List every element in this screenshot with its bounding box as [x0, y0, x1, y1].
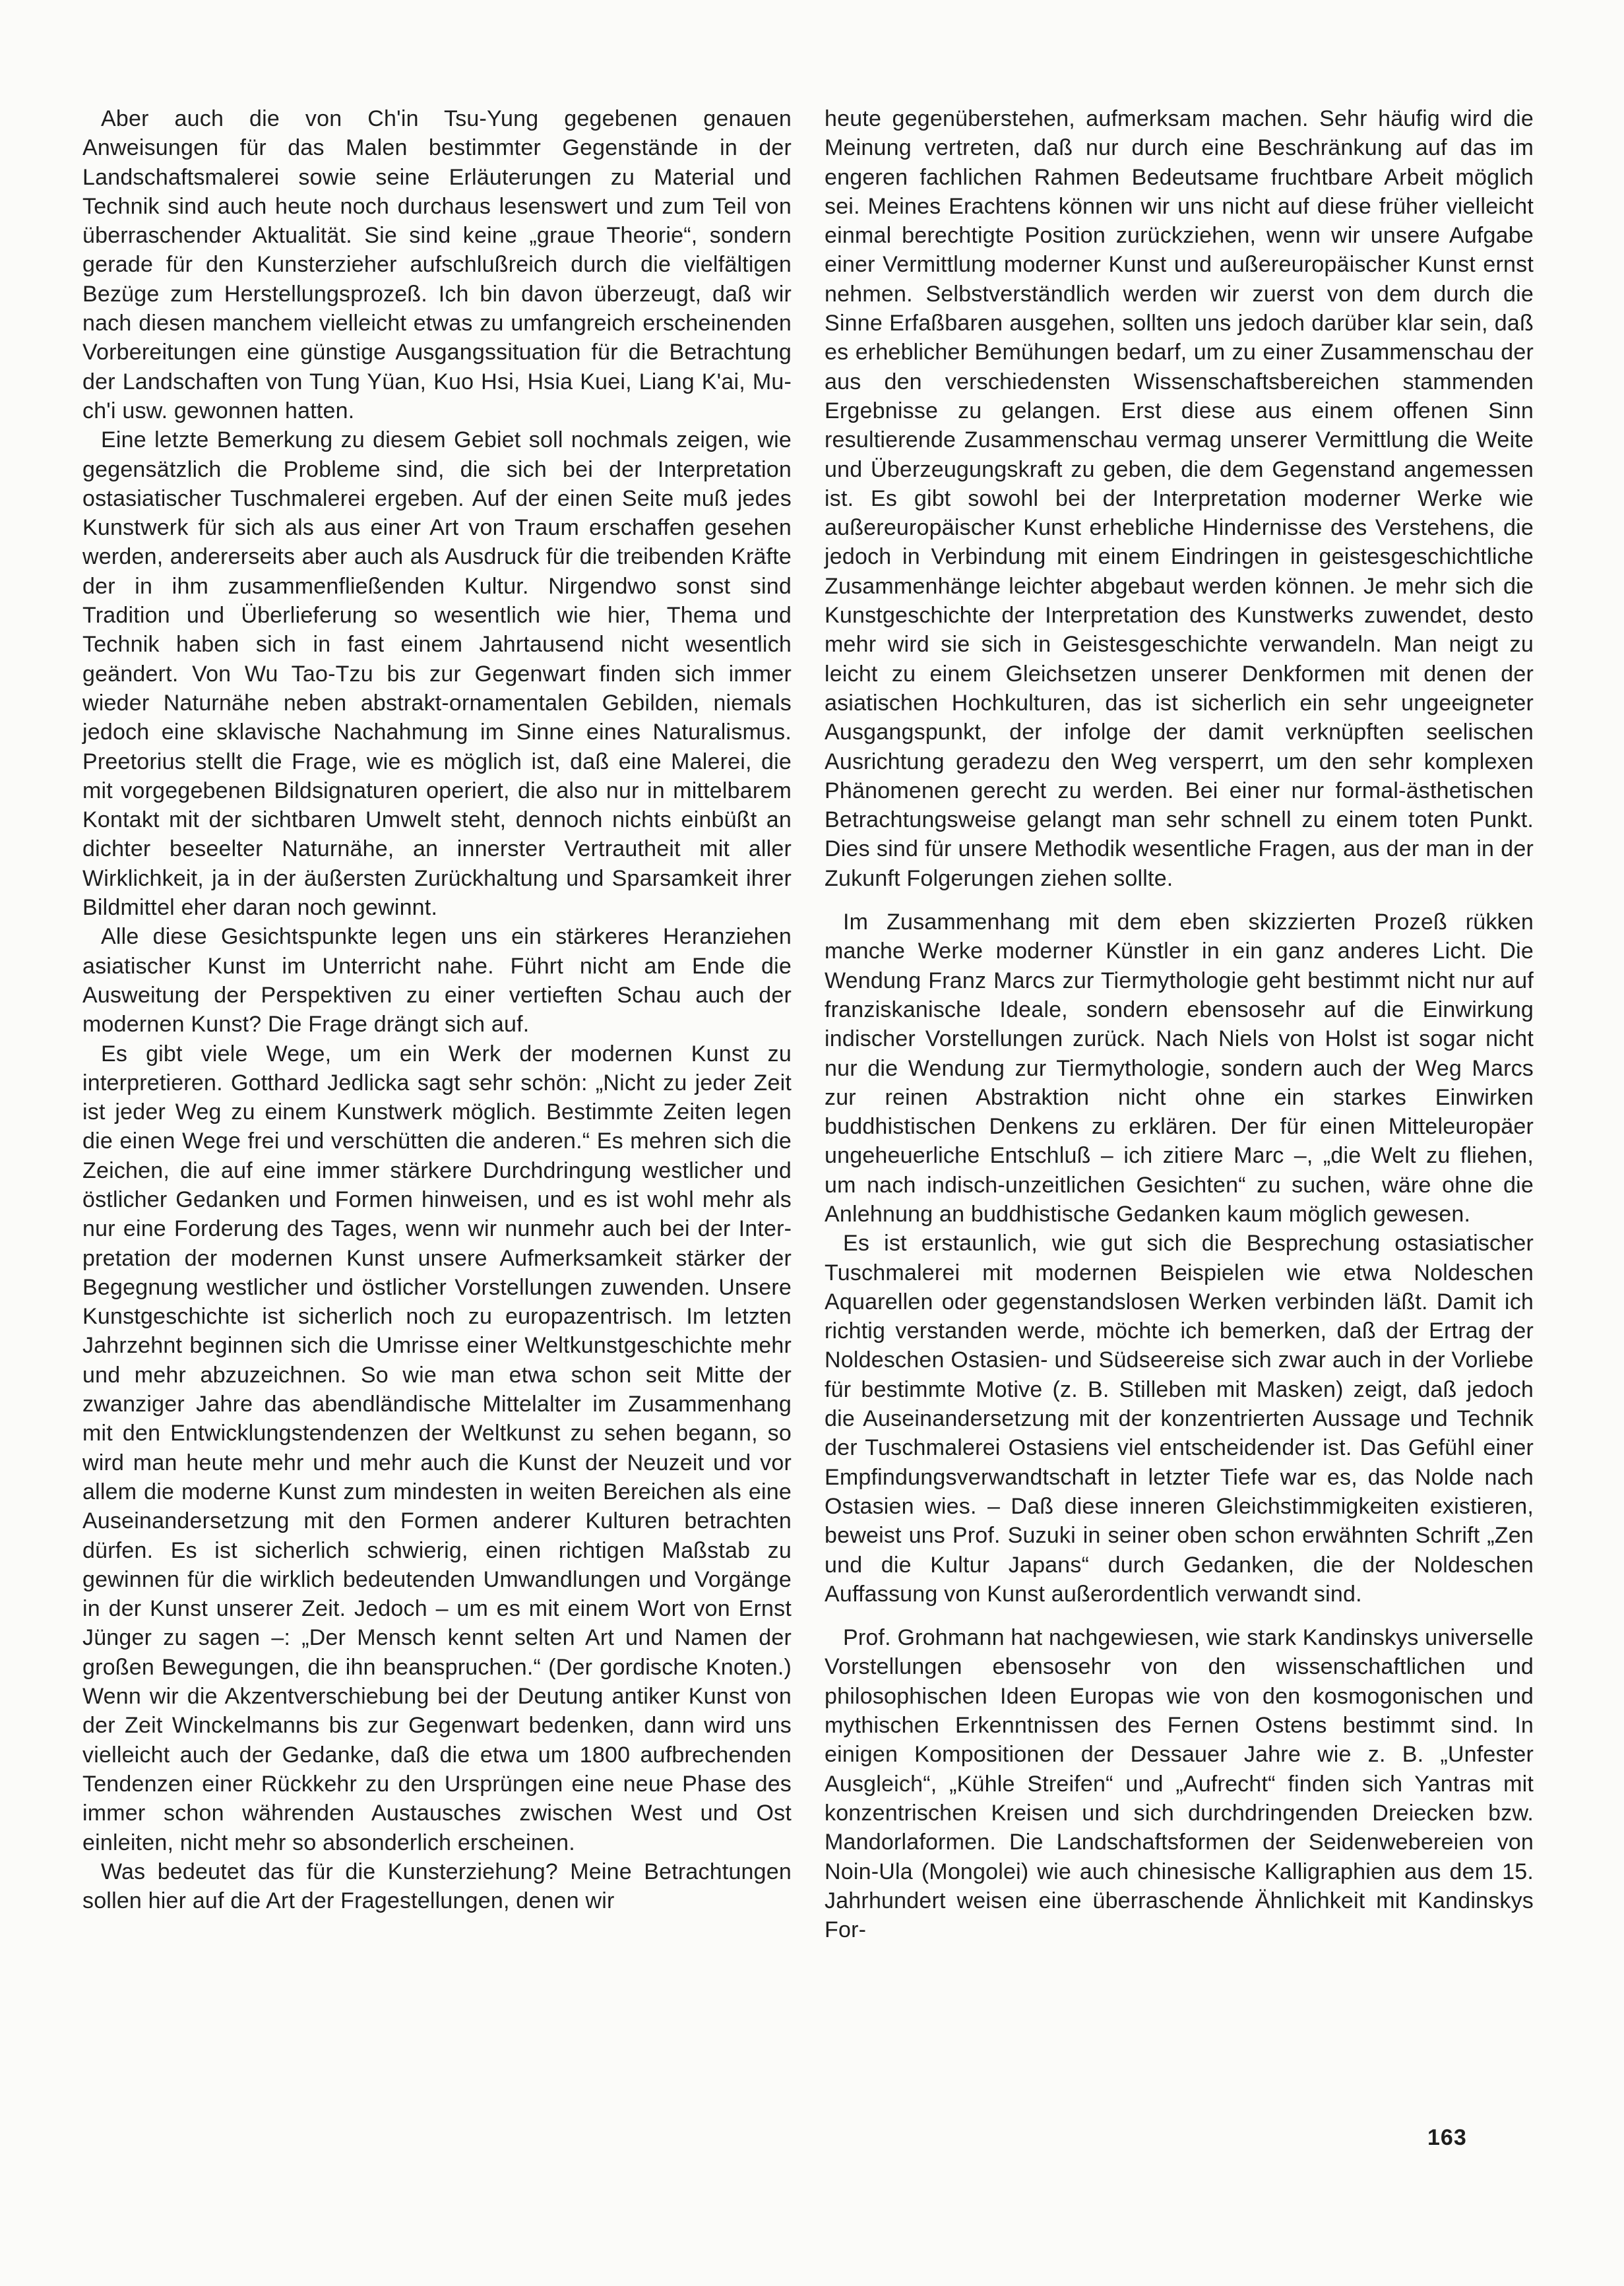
paragraph: Eine letzte Bemerkung zu diesem Gebiet soll nochmals zeigen, wie gegensätzlich die Probleme sind, die sich bei der Interpretation ostasiatischer Tuschmalerei ergeben. Auf der einen Seite muß jedes Kunstwerk für sich als aus einer Art von Traum erschaffen gesehen werden, andererseits aber auch als Ausdruck für die treibenden Kräfte der in ihm zusammenfließenden Kultur. Nirgendwo sonst sind Tradition und Überlieferung so wesentlich wie hier, Thema und Technik haben sich in fast einem Jahrtausend nicht wesentlich geändert. Von Wu Tao-Tzu bis zur Gegenwart finden sich immer wieder Naturnähe neben abstrakt-ornamentalen Gebilden, niemals jedoch eine sklavische Nachahmung im Sinne eines Naturalismus. Preetorius stellt die Frage, wie es möglich ist, daß eine Malerei, die mit vorgegebenen Bildsignaturen operiert, die also nur in mittelbarem Kontakt mit der sichtbaren Umwelt steht, dennoch nichts einbüßt an dichter beseelter Naturnähe, an innerster Vertrautheit mit aller Wirklichkeit, ja in der äußersten Zurückhaltung und Sparsamkeit ihrer Bildmittel eher daran noch gewinnt.: [82, 427, 792, 921]
paragraph: Aber auch die von Ch'in Tsu-Yung gegebenen genauen Anweisungen für das Malen bestimmter Gegenstände in der Landschaftsmalerei sowie seine Erläuterungen zu Material und Technik sind auch heute noch durchaus lesenswert und zum Teil von überraschender Aktualität. Sie sind keine „graue Theorie“, sondern gerade für den Kunsterzieher aufschlußreich durch die vielfältigen Bezüge zum Herstellungsprozeß. Ich bin davon überzeugt, daß wir nach diesen manchem vielleicht etwas zu umfangreich erscheinenden Vorbereitungen eine günstige Ausgangssituation für die Betrachtung der Landschaften von Tung Yüan, Kuo Hsi, Hsia Kuei, Liang K'ai, Mu-ch'i usw. gewonnen hatten.: [82, 106, 792, 423]
paragraph: Es ist erstaunlich, wie gut sich die Besprechung ostasiatischer Tuschmalerei mit modernen Beispielen wie etwa Noldeschen Aquarellen oder gegenstandslosen Werken verbinden läßt. Damit ich richtig verstanden werde, möchte ich bemerken, daß der Ertrag der Noldeschen Ostasien- und Südseereise sich zwar auch in der Vorliebe für bestimmte Motive (z. B. Stilleben mit Masken) zeigt, daß jedoch die Auseinandersetzung mit der konzentrierten Aussage und Technik der Tuschmalerei Ostasiens viel entscheidender ist. Das Gefühl einer Empfindungsverwandtschaft in letzter Tiefe war es, das Nolde nach Ostasien wies. – Daß diese inneren Gleichstimmigkeiten existieren, beweist uns Prof. Suzuki in seiner oben schon erwähnten Schrift „Zen und die Kultur Japans“ durch Gedanken, die der Noldeschen Auffassung von Kunst außerordentlich verwandt sind.: [825, 1231, 1534, 1607]
paragraph: Alle diese Gesichtspunkte legen uns ein stärkeres Heranziehen asiatischer Kunst im Unterricht nahe. Führt nicht am Ende die Ausweitung der Perspektiven zu einer vertieften Schau auch der modernen Kunst? Die Frage drängt sich auf.: [82, 924, 792, 1037]
paragraph: Im Zusammenhang mit dem eben skizzierten Prozeß rükken manche Werke moderner Künstler in ein ganz anderes Licht. Die Wendung Franz Marcs zur Tiermythologie geht bestimmt nicht nur auf franziskanische Ideale, sondern ebensosehr auf die Einwirkung indischer Vorstellungen zurück. Nach Niels von Holst ist sogar nicht nur die Wendung zur Tiermythologie, sondern auch der Weg Marcs zur reinen Abstraktion nicht ohne ein starkes Einwirken buddhistischen Denkens zu erklären. Der für einen Mitteleuropäer ungeheuerliche Entschluß – ich zitiere Marc –, „die Welt zu fliehen, um nach indisch-unzeitlichen Gesichten“ zu suchen, wäre ohne die Anlehnung an buddhistische Gedanken kaum möglich gewesen.: [825, 910, 1534, 1227]
page-number: 163: [1427, 2125, 1467, 2150]
paragraph: Was bedeutet das für die Kunsterziehung? Meine Betrachtungen sollen hier auf die Art der Fragestellungen, denen wir: [82, 1859, 792, 1914]
paragraph: heute gegenüberstehen, aufmerksam machen. Sehr häufig wird die Meinung vertreten, daß nur durch eine Beschränkung auf das im engeren fachlichen Rahmen Bedeutsame fruchtbare Arbeit möglich sei. Meines Erachtens können wir uns nicht auf diese früher vielleicht einmal berechtigte Position zurückziehen, wenn wir unsere Aufgabe einer Vermittlung moderner Kunst und außereuropäischer Kunst ernst nehmen. Selbstverständlich werden wir zuerst von dem durch die Sinne Erfaßbaren ausgehen, sollten uns jedoch darüber klar sein, daß es erheblicher Bemühungen bedarf, um zu einer Zusammenschau der aus den verschiedensten Wissenschaftsbereichen stammenden Ergebnisse zu gelangen. Erst diese aus einem offenen Sinn resultierende Zusammenschau vermag unserer Vermittlung die Weite und Überzeugungskraft zu geben, die dem Gegenstand angemessen ist. Es gibt sowohl bei der Interpretation moderner Werke wie außereuropäischer Kunst erhebliche Hindernisse des Verstehens, die jedoch in Verbindung mit einem Eindringen in geistesgeschichtliche Zusammenhänge leichter abgebaut werden können. Je mehr sich die Kunstgeschichte der Interpretation des Kunstwerks zuwendet, desto mehr wird sie sich in Geistesgeschichte verwandeln. Man neigt zu leicht zu einem Gleichsetzen unserer Denkformen mit denen der asiatischen Hochkulturen, das ist sicherlich ein sehr ungeeigneter Ausgangspunkt, der infolge der damit verknüpften seelischen Ausrichtung geradezu den Weg versperrt, um den sehr komplexen Phänomenen gerecht zu werden. Bei einer nur formal-ästhetischen Betrachtungsweise gelangt man sehr schnell zu einem toten Punkt. Dies sind für unsere Methodik wesentliche Fragen, aus der man in der Zukunft Folgerungen ziehen sollte.: [825, 106, 1534, 891]
left-column: [82, 104, 792, 1915]
paragraph: Es gibt viele Wege, um ein Werk der modernen Kunst zu interpretieren. Gotthard Jedlicka sagt sehr schön: „Nicht zu jeder Zeit ist jeder Weg zu einem Kunstwerk möglich. Bestimmte Zeiten legen die einen Wege frei und verschütten die anderen.“ Es mehren sich die Zeichen, die auf eine immer stärkere Durchdringung westlicher und östlicher Gedanken und Formen hinweisen, und es ist wohl mehr als nur eine Forderung des Tages, wenn wir nunmehr auch bei der Interpretation der modernen Kunst unsere Aufmerksamkeit stärker der Begegnung westlicher und östlicher Vorstellungen zuwenden. Unsere Kunstgeschichte ist sicherlich noch zu europazentrisch. Im letzten Jahrzehnt beginnen sich die Umrisse einer Weltkunstgeschichte mehr und mehr abzuzeichnen. So wie man etwa schon seit Mitte der zwanziger Jahre das abendländische Mittelalter im Zusammenhang mit den Entwicklungstendenzen der Weltkunst zu sehen begann, so wird man heute mehr und mehr auch die Kunst der Neuzeit und vor allem die moderne Kunst zum mindesten in weiten Bereichen als eine Auseinandersetzung mit den Formen anderer Kulturen betrachten dürfen. Es ist sicherlich schwierig, einen richtigen Maßstab zu gewinnen für die wirklich bedeutenden Umwandlungen und Vorgänge in der Kunst unserer Zeit. Jedoch – um es mit einem Wort von Ernst Jünger zu sagen –: „Der Mensch kennt selten Art und Namen der großen Bewegungen, die ihn beanspruchen.“ (Der gordische Knoten.) Wenn wir die Akzentverschiebung bei der Deutung antiker Kunst von der Zeit Winckelmanns bis zur Gegenwart bedenken, dann wird uns vielleicht auch der Gedanke, daß die etwa um 1800 aufbrechenden Tendenzen einer Rückkehr zu den Ursprüngen eine neue Phase des immer schon währenden Austausches zwischen West und Ost einleiten, nicht mehr so absonderlich erscheinen.: [82, 1041, 792, 1855]
paragraph: Prof. Grohmann hat nachgewiesen, wie stark Kandinskys universelle Vorstellungen ebensosehr von den wissenschaftlichen und philosophischen Ideen Europas wie von den kosmogonischen und mythischen Erkenntnissen des Fernen Ostens bestimmt sind. In einigen Kompositionen der Dessauer Jahre wie z. B. „Unfester Ausgleich“, „Kühle Streifen“ und „Aufrecht“ finden sich Yantras mit konzentrischen Kreisen und sich durchdringenden Dreiecken bzw. Mandorlaformen. Die Landschaftsformen der Seidenwebereien von Noin-Ula (Mongolei) wie auch chinesische Kalligraphien aus dem 15. Jahrhundert weisen eine überraschende Ähnlichkeit mit Kandinskys For-: [825, 1625, 1534, 1943]
right-column: [825, 104, 1534, 1944]
